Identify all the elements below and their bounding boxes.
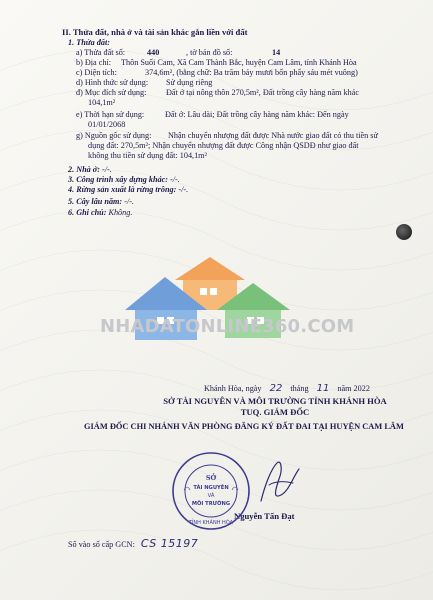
- registry-row: [68, 539, 198, 550]
- handwritten-signature: [255, 455, 305, 510]
- origin-value-1: Nhận chuyển nhượng đất được Nhà nước giao đất có thu tiền sử: [168, 131, 378, 140]
- place-date-prefix: Khánh Hòa, ngày: [204, 384, 262, 393]
- seal-line-3: VÀ: [207, 493, 215, 499]
- usage-purpose-value-1: Đất ở tại nông thôn 270,5m², Đất trồng cây hàng năm khác: [166, 88, 360, 97]
- planted-forest-value: -/-.: [178, 185, 189, 194]
- usage-term-label: e) Thời hạn sử dụng:: [76, 110, 145, 119]
- notes-row: [68, 208, 132, 218]
- area-value: 374,6m², (bằng chữ: Ba trăm bảy mươi bốn phẩy sáu mét vuông): [145, 68, 358, 77]
- registry-label: Số vào sổ cấp GCN:: [68, 540, 135, 549]
- signing-year: năm 2022: [337, 384, 370, 393]
- department-name: SỞ TÀI NGUYÊN VÀ MÔI TRƯỜNG TỈNH KHÁNH HÒA: [163, 396, 387, 406]
- map-sheet-label: , tờ bản đồ số:: [186, 48, 233, 57]
- house-value: -/-.: [101, 165, 112, 174]
- perennial-trees-value: -/-.: [124, 197, 134, 206]
- seal-ring-text: TỈNH KHÁNH HÒA: [188, 520, 234, 526]
- notes-label: 6. Ghi chú:: [68, 208, 107, 217]
- house-row: [68, 165, 112, 175]
- usage-purpose-label: đ) Mục đích sử dụng:: [76, 88, 147, 97]
- parcel-number-label: a) Thửa đất số:: [76, 48, 126, 57]
- address-value: Thôn Suối Cam, Xã Cam Thành Bắc, huyện Cam Lâm, tỉnh Khánh Hòa: [121, 58, 357, 67]
- origin-value-3: không thu tiền sử dụng đất: 104,1m²: [88, 151, 208, 160]
- other-construction-row: [68, 175, 180, 185]
- seal-line-2: TÀI NGUYÊN: [193, 485, 229, 491]
- notes-value: Không.: [108, 208, 133, 217]
- signing-month: 11: [316, 383, 330, 394]
- official-seal: [170, 450, 252, 532]
- parcel-number-value: 440: [147, 48, 160, 57]
- house-label: 2. Nhà ở:: [68, 165, 100, 174]
- authorization-title: TUQ. GIÁM ĐỐC: [240, 407, 310, 417]
- usage-purpose-value-2: 104,1m²: [88, 98, 116, 107]
- other-construction-label: 3. Công trình xây dựng khác:: [68, 175, 168, 184]
- signer-role: GIÁM ĐỐC CHI NHÁNH VĂN PHÒNG ĐĂNG KÝ ĐẤT ĐAI TẠI HUYỆN CAM LÂM: [84, 422, 404, 431]
- origin-value-2: dụng đất: 270,5m²; Nhận chuyển nhượng đất được Công nhận QSDĐ như giao đất: [88, 141, 359, 150]
- land-heading: 1. Thửa đất:: [68, 38, 110, 47]
- perennial-trees-label: 5. Cây lâu năm:: [68, 197, 123, 206]
- planted-forest-row: [68, 185, 188, 195]
- other-construction-value: -/-.: [170, 175, 180, 184]
- usage-term-value-1: Đất ở: Lâu dài; Đất trồng cây hàng năm khác: Đến ngày: [165, 110, 349, 119]
- usage-form-label: d) Hình thức sử dụng:: [76, 78, 149, 87]
- map-sheet-value: 14: [272, 48, 281, 57]
- address-label: b) Địa chỉ:: [76, 58, 112, 67]
- planted-forest-label: 4. Rừng sản xuất là rừng trồng:: [68, 185, 177, 194]
- area-label: c) Diện tích:: [76, 68, 117, 77]
- registry-value: CS 15197: [140, 537, 199, 550]
- place-date-row: [204, 384, 370, 394]
- signer-name: Nguyễn Tấn Đạt: [234, 511, 295, 521]
- seal-line-4: MÔI TRƯỜNG: [191, 501, 231, 507]
- usage-form-value: Sử dụng riêng: [166, 78, 213, 87]
- usage-term-value-2: 01/01/2068: [88, 120, 126, 129]
- origin-label: g) Nguồn gốc sử dụng:: [76, 131, 152, 140]
- perennial-trees-row: [68, 197, 134, 207]
- signing-day: 22: [269, 383, 283, 394]
- seal-line-1: SỞ: [205, 474, 217, 482]
- watermark-text: NHADATONLINE360.COM: [100, 316, 355, 337]
- section-title: II. Thửa đất, nhà ở và tài sản khác gắn liền với đất: [62, 27, 248, 37]
- month-word: tháng: [290, 384, 309, 393]
